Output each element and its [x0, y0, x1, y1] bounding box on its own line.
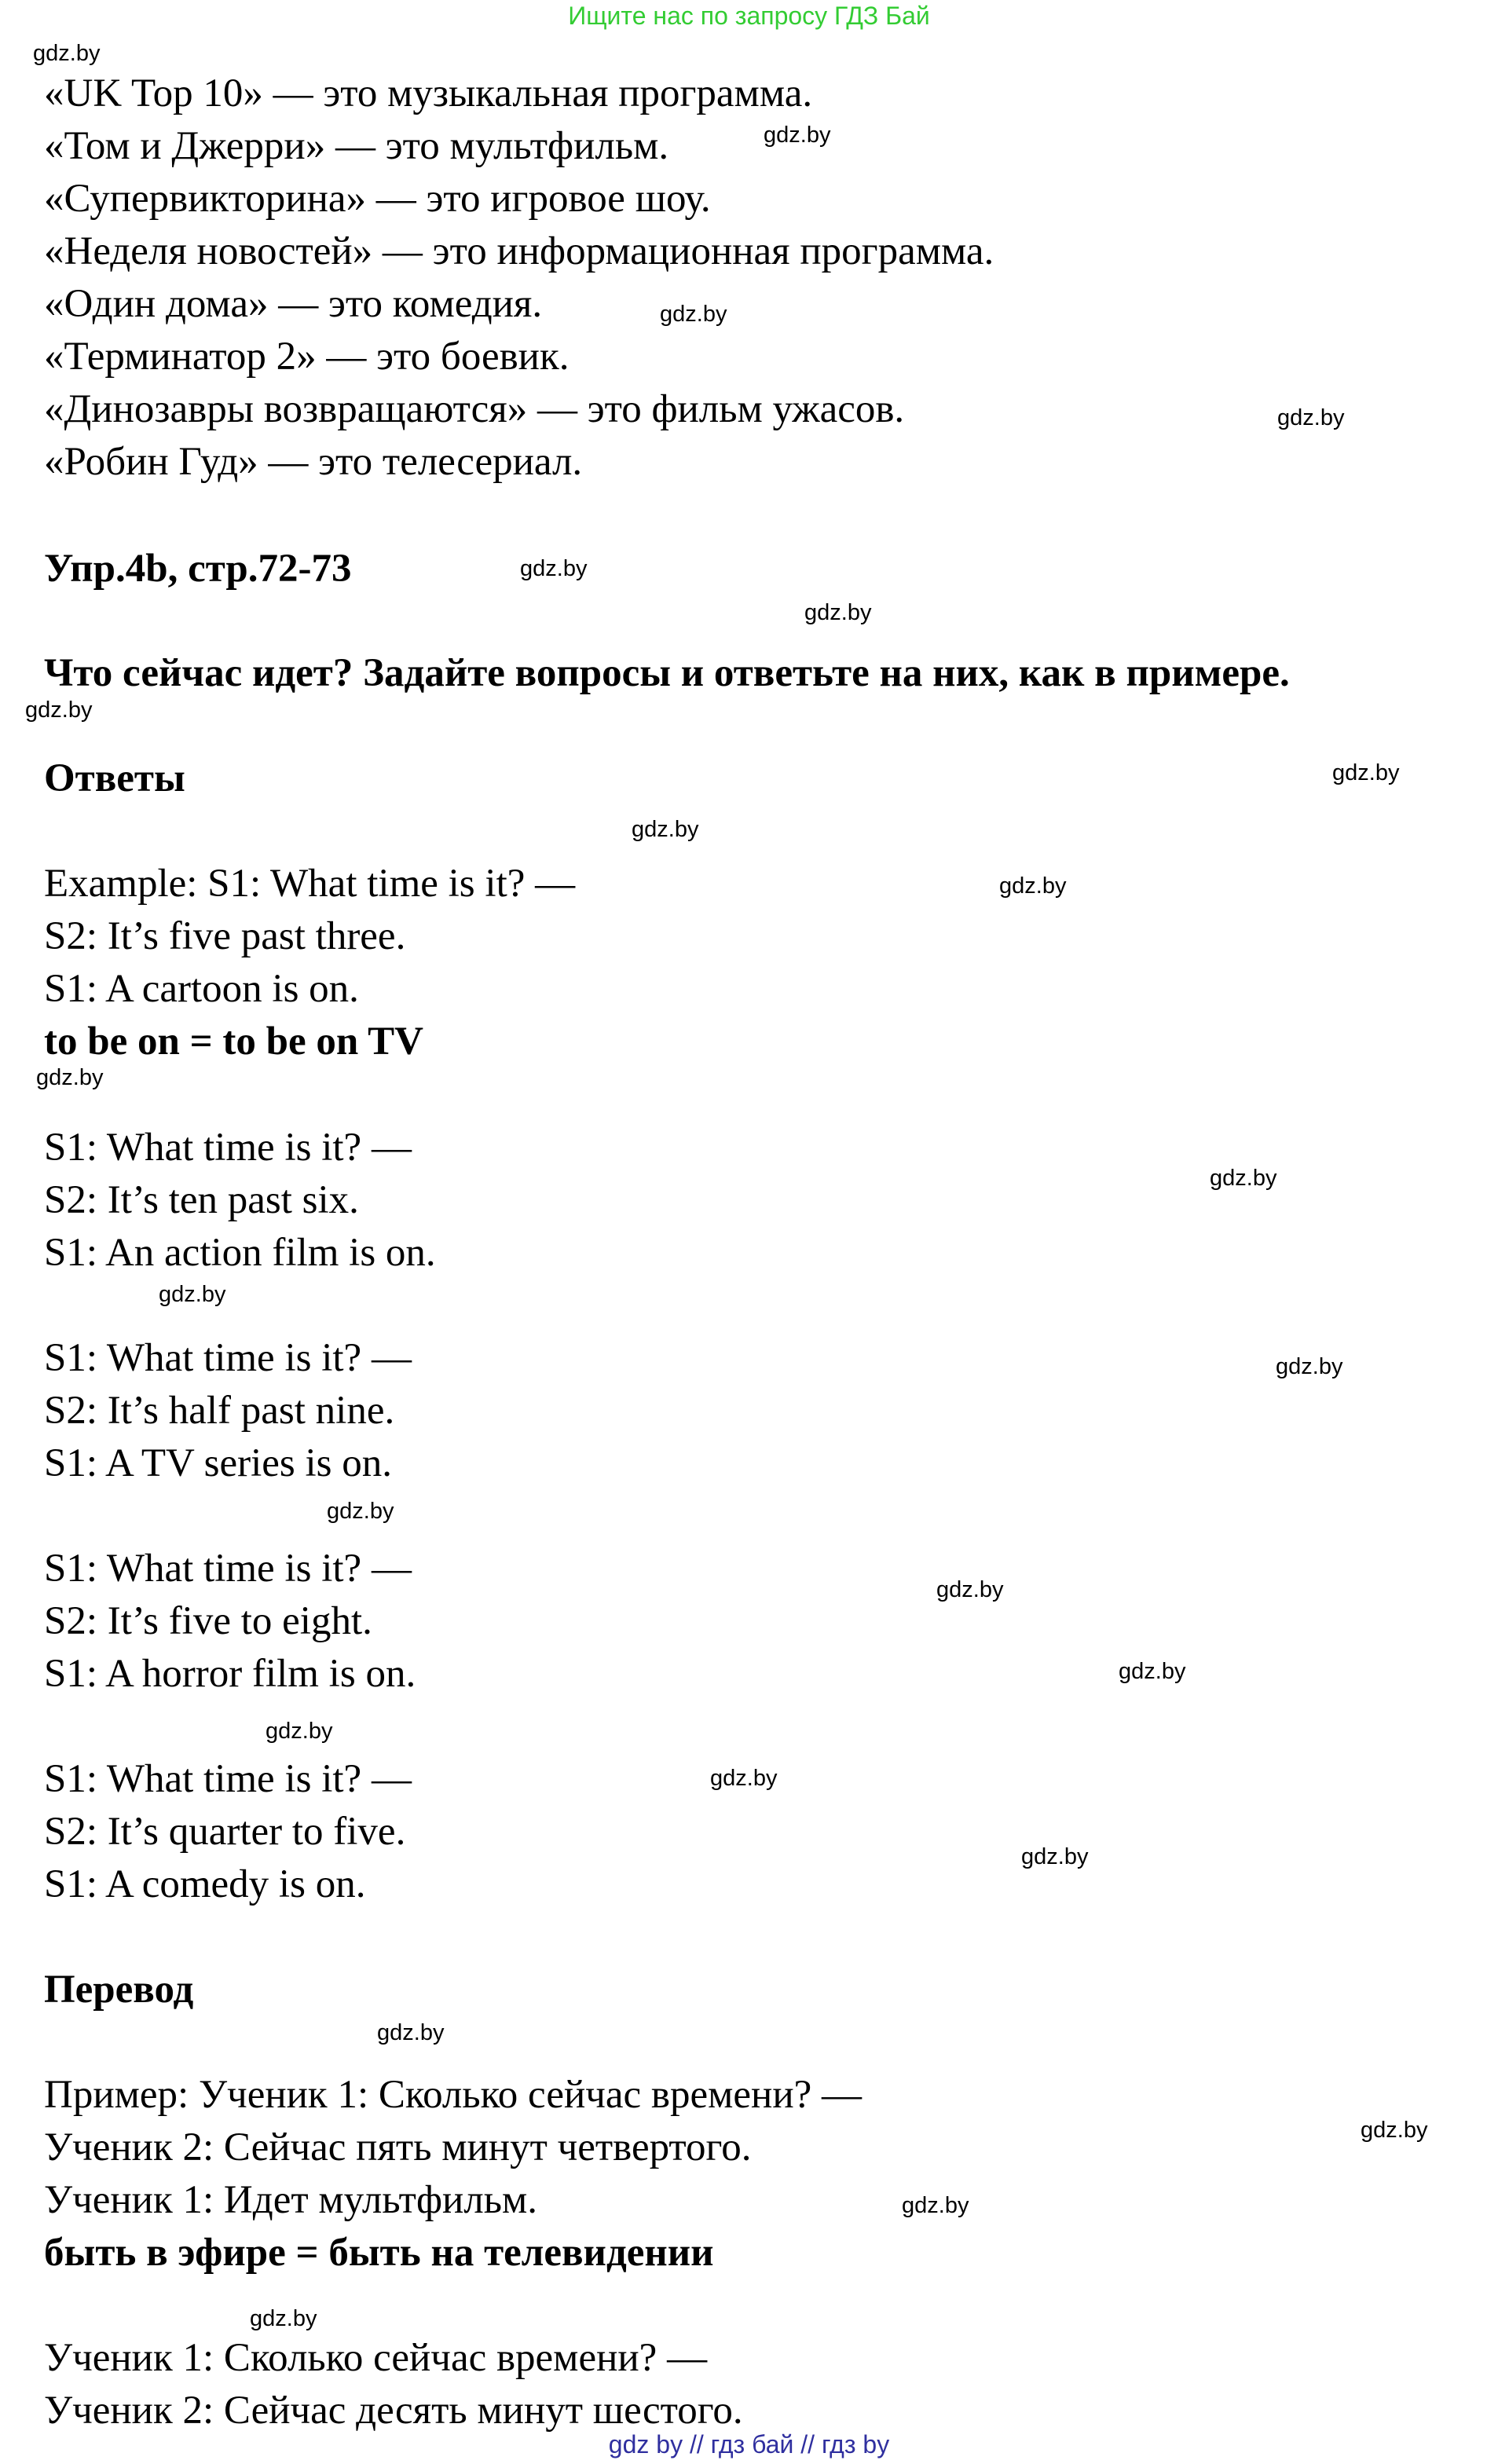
watermark: gdz.by: [936, 1577, 1004, 1602]
watermark: gdz.by: [36, 1065, 104, 1090]
translation-line: Ученик 2: Сейчас десять минут шестого.: [44, 2389, 743, 2433]
answers-heading: Ответы: [44, 756, 185, 800]
program-line: «Робин Гуд» — это телесериал.: [44, 440, 583, 484]
program-line: «Динозавры возвращаются» — это фильм ужасов.: [44, 387, 905, 431]
watermark: gdz.by: [266, 1719, 333, 1744]
watermark: gdz.by: [902, 2193, 969, 2218]
dialog-line: S2: It’s ten past six.: [44, 1178, 359, 1222]
watermark: gdz.by: [660, 302, 727, 327]
watermark: gdz.by: [1210, 1166, 1277, 1191]
watermark: gdz.by: [159, 1282, 226, 1307]
translation-line: Пример: Ученик 1: Сколько сейчас времени? —: [44, 2073, 863, 2117]
watermark: gdz.by: [764, 123, 831, 148]
watermark: gdz.by: [1276, 1354, 1343, 1379]
translation-line: Ученик 2: Сейчас пять минут четвертого.: [44, 2125, 752, 2169]
site-footer-banner[interactable]: gdz by // гдз бай // гдз by: [608, 2430, 890, 2459]
program-line: «Неделя новостей» — это информационная программа.: [44, 229, 994, 273]
watermark: gdz.by: [710, 1766, 778, 1791]
program-line: «Терминатор 2» — это боевик.: [44, 335, 570, 379]
watermark: gdz.by: [327, 1499, 394, 1524]
translation-note: быть в эфире = быть на телевидении: [44, 2231, 714, 2275]
translation-line: Ученик 1: Сколько сейчас времени? —: [44, 2336, 708, 2380]
watermark: gdz.by: [1361, 2118, 1428, 2143]
program-line: «Супервикторина» — это игровое шоу.: [44, 177, 711, 221]
watermark: gdz.by: [1021, 1844, 1089, 1869]
dialog-line: S1: What time is it? —: [44, 1126, 412, 1170]
task-text: Что сейчас идет? Задайте вопросы и ответьте на них, как в примере.: [44, 651, 1290, 695]
watermark: gdz.by: [250, 2306, 317, 2331]
watermark: gdz.by: [377, 2020, 445, 2045]
dialog-line: S1: What time is it? —: [44, 1336, 412, 1380]
translation-heading: Перевод: [44, 1968, 194, 2012]
example-line: S2: It’s five past three.: [44, 914, 406, 958]
example-line: S1: A cartoon is on.: [44, 967, 359, 1011]
program-line: «UK Top 10» — это музыкальная программа.: [44, 71, 813, 115]
watermark: gdz.by: [999, 873, 1067, 899]
example-line: Example: S1: What time is it? —: [44, 862, 576, 906]
watermark: gdz.by: [25, 697, 93, 723]
dialog-line: S1: An action film is on.: [44, 1231, 436, 1275]
program-line: «Один дома» — это комедия.: [44, 282, 543, 326]
watermark: gdz.by: [1119, 1659, 1186, 1684]
watermark: gdz.by: [1332, 760, 1400, 785]
dialog-line: S2: It’s quarter to five.: [44, 1810, 406, 1854]
dialog-line: S2: It’s half past nine.: [44, 1389, 395, 1433]
search-hint-banner[interactable]: Ищите нас по запросу ГДЗ Бай: [568, 2, 930, 30]
dialog-line: S1: A horror film is on.: [44, 1652, 416, 1696]
translation-line: Ученик 1: Идет мультфильм.: [44, 2178, 538, 2222]
watermark: gdz.by: [632, 817, 699, 842]
watermark: gdz.by: [804, 600, 872, 625]
dialog-line: S1: What time is it? —: [44, 1757, 412, 1801]
example-note: to be on = to be on TV: [44, 1020, 423, 1064]
dialog-line: S1: A TV series is on.: [44, 1441, 393, 1485]
exercise-title: Упр.4b, стр.72-73: [44, 547, 352, 591]
watermark: gdz.by: [33, 41, 101, 66]
watermark: gdz.by: [1277, 405, 1345, 430]
dialog-line: S1: What time is it? —: [44, 1547, 412, 1591]
dialog-line: S2: It’s five to eight.: [44, 1599, 372, 1643]
dialog-line: S1: A comedy is on.: [44, 1862, 366, 1906]
watermark: gdz.by: [520, 556, 588, 581]
program-line: «Том и Джерри» — это мультфильм.: [44, 124, 669, 168]
